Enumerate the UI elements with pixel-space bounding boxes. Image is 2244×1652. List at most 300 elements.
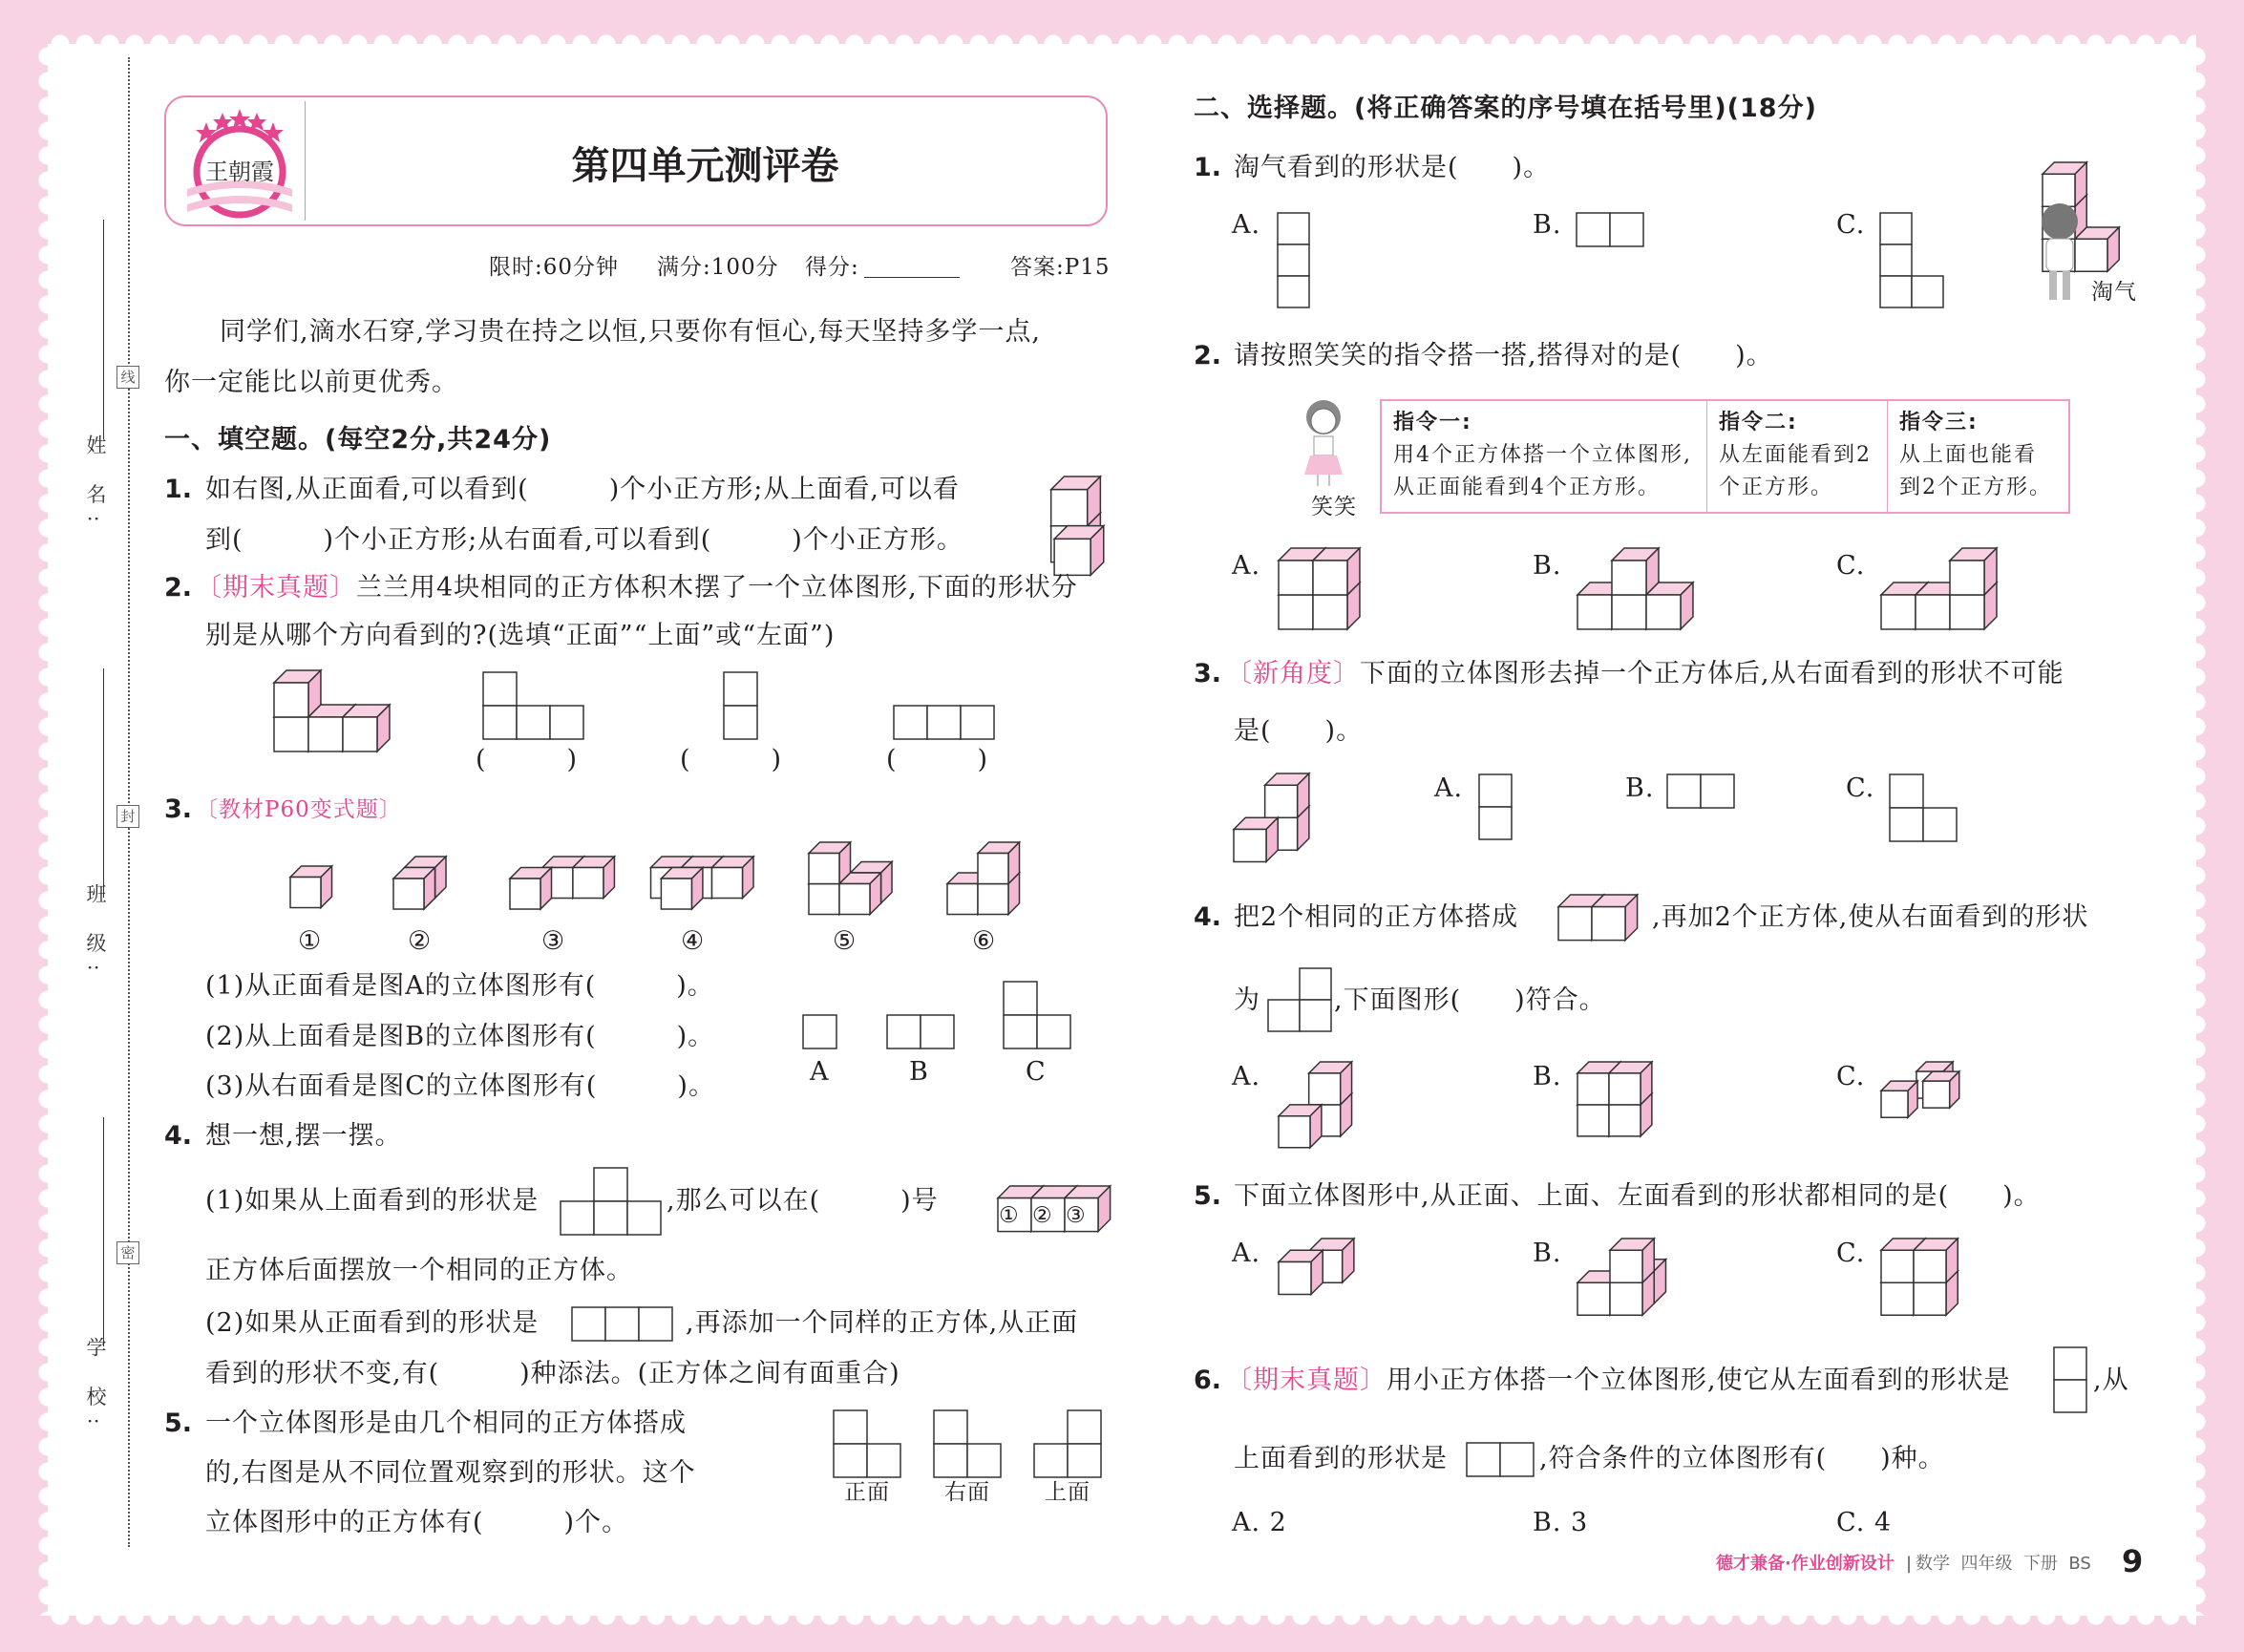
view-shape — [2053, 1346, 2088, 1414]
intro-text: 你一定能比以前更优秀。 — [164, 368, 458, 397]
cube-front-face — [1950, 595, 1984, 629]
binding-dotted-line — [128, 57, 130, 1547]
grid-square — [934, 1410, 967, 1444]
sub-question: 看到的形状不变,有( )种添法。(正方体之间有面重合) — [205, 1359, 900, 1388]
option-label[interactable]: B. — [1625, 773, 1655, 803]
scalloped-border — [48, 34, 2196, 53]
question-tag: 〔新角度〕 — [1226, 659, 1360, 688]
title-banner — [164, 95, 1108, 226]
cube — [393, 868, 435, 910]
grid-square — [961, 706, 994, 739]
cube-front-face — [809, 854, 839, 884]
instruction-text: 从上面也能看到2个正方形。 — [1899, 443, 2053, 499]
view-label: 正面 — [844, 1480, 890, 1505]
question-tag: 〔期末真题〕 — [196, 573, 356, 603]
grid-square — [1890, 808, 1923, 841]
grid-square — [1500, 1443, 1534, 1476]
question-text: 想一想,摆一摆。 — [205, 1121, 402, 1151]
character-name: 笑笑 — [1311, 495, 1357, 519]
view-label: 上面 — [1045, 1480, 1090, 1505]
cube — [1313, 548, 1360, 595]
grid-square — [1577, 213, 1610, 246]
cube-front-face — [1950, 561, 1984, 595]
section-heading: 二、选择题。(将正确答案的序号填在括号里)(18分) — [1194, 94, 1817, 123]
cube-front-face — [1881, 1250, 1914, 1282]
cube-front-face — [1279, 561, 1313, 595]
instruction-text: 从左面能看到2个正方形。 — [1719, 443, 1873, 499]
question-number: 5. — [164, 1408, 193, 1438]
cube — [712, 857, 754, 899]
question-text: 别是从哪个方向看到的?(选填“正面”“上面”或“左面”) — [205, 621, 836, 650]
shape-label: B — [909, 1057, 929, 1087]
answer-page: 答案:P15 — [1010, 255, 1111, 280]
question-tag: 〔教材P60变式题〕 — [196, 797, 402, 822]
option-shape[interactable] — [1478, 773, 1514, 841]
grid-square — [1667, 774, 1701, 808]
cube-front-face — [1234, 829, 1266, 861]
grid-square — [1278, 276, 1309, 307]
grid-square — [483, 672, 517, 706]
cube — [1612, 548, 1659, 595]
school-label: 学 校: — [84, 1337, 107, 1436]
instruction-heading: 指令二: — [1719, 411, 1798, 434]
cube-front-face — [1265, 785, 1298, 817]
question-text: ,下面图形( )符合。 — [1334, 985, 1606, 1015]
cube-front-face — [1051, 490, 1088, 526]
cut-mark: 封 — [116, 805, 139, 828]
character-name: 淘气 — [2091, 280, 2137, 305]
cube — [1592, 895, 1638, 941]
grid-square — [572, 1307, 605, 1341]
cube-front-face — [1313, 595, 1347, 629]
option-figure[interactable] — [1879, 1060, 1961, 1119]
cube-front-face — [1309, 1073, 1341, 1105]
instruction-heading: 指令三: — [1899, 411, 1979, 434]
grid-square — [934, 1444, 967, 1477]
option-label[interactable]: C. — [1836, 1239, 1866, 1268]
intro-text: 同学们,滴水石穿,学习贵在持之以恒,只要你有恒心,每天坚持多学一点, — [220, 317, 1041, 347]
cut-mark: 密 — [116, 1241, 139, 1264]
grid-square — [1880, 213, 1912, 244]
figure-label: ② — [408, 926, 433, 956]
cube — [290, 866, 332, 908]
cube — [839, 873, 881, 915]
view-shape-a — [802, 1014, 838, 1050]
cube-front-face — [1646, 595, 1681, 629]
option-label[interactable]: B. 3 — [1533, 1508, 1589, 1537]
cube — [343, 705, 390, 752]
question-number: 4. — [1194, 902, 1222, 932]
grid-square — [2054, 1380, 2086, 1412]
option-label[interactable]: B. — [1533, 551, 1562, 581]
scalloped-border — [48, 1606, 2196, 1625]
cube — [1881, 1081, 1917, 1117]
question-number: 2. — [164, 573, 193, 603]
cube — [274, 670, 321, 717]
question-number: 2. — [1194, 341, 1222, 371]
grid-square — [1300, 1000, 1331, 1031]
option-label[interactable]: C. 4 — [1836, 1508, 1893, 1537]
cube-front-face — [978, 884, 1008, 915]
option-figure[interactable] — [1576, 1237, 1667, 1317]
question-text: 为 — [1234, 985, 1260, 1015]
option-label[interactable]: A. — [1232, 210, 1261, 240]
question-text: 兰兰用4块相同的正方体积木摆了一个立体图形,下面的形状分 — [356, 573, 1078, 603]
page-number: 9 — [2122, 1543, 2144, 1579]
cut-mark: 线 — [116, 366, 139, 389]
name-label: 姓 名: — [84, 434, 107, 534]
grid-square — [1034, 1444, 1068, 1477]
view-shape — [1267, 967, 1333, 1033]
option-shape[interactable] — [1576, 212, 1645, 248]
cube-figure — [508, 855, 616, 911]
grid-square — [1880, 276, 1912, 307]
grid-square — [1037, 1015, 1070, 1048]
cube-front-face — [1577, 1282, 1610, 1315]
cube — [978, 842, 1020, 884]
option-shape[interactable] — [1889, 773, 1958, 843]
grid-square — [2054, 1347, 2086, 1380]
cube-label: ① — [999, 1203, 1020, 1228]
cube-figure — [288, 864, 334, 910]
grid-square — [921, 1015, 954, 1048]
cube-front-face — [1610, 1282, 1642, 1315]
question-text: 上面看到的形状是 — [1234, 1444, 1448, 1473]
question-line — [196, 571, 1078, 605]
option-shape[interactable] — [1879, 212, 1945, 309]
question-text: 如右图,从正面看,可以看到( )个小正方形;从上面看,可以看 — [205, 475, 960, 504]
figure-label: ⑤ — [833, 926, 857, 956]
class-field-line[interactable] — [103, 668, 104, 898]
cube-front-face — [1881, 1282, 1914, 1315]
cube-figure — [945, 840, 1022, 917]
question-text: 一个立体图形是由几个相同的正方体搭成 — [205, 1408, 687, 1438]
cube-front-face — [343, 717, 377, 752]
school-field-line[interactable] — [103, 1117, 104, 1346]
scalloped-border — [2187, 44, 2206, 1616]
option-figure[interactable] — [1879, 1237, 1959, 1317]
right-view — [933, 1409, 1003, 1479]
cube-front-face — [1612, 595, 1646, 629]
grid-square — [1268, 1000, 1300, 1031]
grid-square — [605, 1307, 639, 1341]
option-label[interactable]: A. — [1232, 1062, 1261, 1091]
question-text: 下面立体图形中,从正面、上面、左面看到的形状都相同的是( )。 — [1234, 1181, 2041, 1211]
cube-front-face — [1279, 1116, 1310, 1148]
grid-square — [967, 1444, 1001, 1477]
footer-brand: 德才兼备·作业创新设计 — [1716, 1554, 1895, 1574]
answer-blank[interactable]: ( ) — [680, 745, 783, 774]
cube-figure — [1556, 893, 1640, 942]
question-text: ,再加2个正方体,使从右面看到的形状 — [1652, 902, 2089, 932]
cube-figure — [807, 840, 894, 917]
option-shape[interactable] — [1277, 212, 1311, 309]
cube-front-face — [1577, 1105, 1609, 1136]
cube — [1279, 1250, 1323, 1294]
question-tag: 〔期末真题〕 — [1226, 1366, 1387, 1395]
cube-figure — [1036, 475, 1106, 577]
option-label[interactable]: C. — [1846, 773, 1875, 803]
option-label[interactable]: A. — [1232, 551, 1261, 581]
option-label[interactable]: A. 2 — [1232, 1508, 1287, 1537]
option-label[interactable]: C. — [1836, 210, 1866, 240]
cube-front-face — [1923, 1081, 1950, 1108]
cube-front-face — [308, 717, 343, 752]
cube-figure — [1232, 772, 1311, 863]
grid-square — [594, 1168, 627, 1201]
cube-front-face — [1610, 1250, 1642, 1282]
cube — [1923, 1071, 1959, 1108]
grid-square — [1912, 276, 1943, 307]
question-text: 请按照笑笑的指令搭一搭,搭得对的是( )。 — [1234, 341, 1773, 371]
sub-question: (2)从上面看是图B的立体图形有( )。 — [205, 1022, 715, 1051]
page-title: 第四单元测评卷 — [571, 144, 839, 188]
grid-square — [867, 1444, 900, 1477]
question-number: 1. — [164, 475, 193, 504]
view-shape — [560, 1167, 663, 1237]
sub-question: ,那么可以在( )号 — [667, 1186, 939, 1216]
cube — [1279, 1105, 1322, 1148]
grid-square — [724, 706, 757, 739]
grid-square — [1004, 1015, 1037, 1048]
svg-text:王朝霞: 王朝霞 — [205, 159, 274, 185]
option-label[interactable]: B. — [1533, 210, 1562, 240]
shape-label: C — [1026, 1057, 1047, 1087]
cube-front-face — [978, 854, 1008, 884]
score-label: 得分: — [805, 255, 859, 280]
grid-square — [1068, 1444, 1101, 1477]
grid-square — [1004, 982, 1037, 1015]
cube-front-face — [274, 683, 308, 717]
grid-square — [834, 1410, 867, 1444]
cube-front-face — [1914, 1282, 1946, 1315]
sub-question: (1)如果从上面看到的形状是 — [205, 1186, 540, 1216]
cube-front-face — [947, 884, 978, 915]
score-field[interactable] — [864, 277, 960, 278]
girl-character-icon — [1297, 396, 1354, 487]
option-label[interactable]: C. — [1836, 1062, 1866, 1091]
cube-front-face — [1558, 907, 1592, 941]
option-figure[interactable] — [1277, 546, 1362, 631]
cube-front-face — [2075, 239, 2107, 271]
question-text: 下面的立体图形去掉一个正方体后,从右面看到的形状不可能 — [1360, 659, 2064, 688]
option-label[interactable]: A. — [1434, 773, 1464, 803]
option-figure[interactable] — [1277, 1237, 1356, 1296]
grid-square — [1880, 244, 1912, 276]
question-text: 淘气看到的形状是( )。 — [1234, 153, 1551, 182]
cube-front-face — [1313, 561, 1347, 595]
instruction-heading: 指令一: — [1393, 411, 1472, 434]
question-number: 5. — [1194, 1181, 1222, 1211]
grid-square — [639, 1307, 672, 1341]
cube-front-face — [1577, 1073, 1609, 1105]
boy-character-icon — [2041, 201, 2079, 306]
cube-label: ③ — [1066, 1203, 1087, 1228]
cube — [573, 857, 615, 899]
grid-square — [561, 1201, 594, 1235]
grid-square — [1890, 774, 1923, 808]
sub-question: (2)如果从正面看到的形状是 — [205, 1308, 540, 1338]
grid-square — [724, 672, 757, 706]
cube — [1610, 1239, 1654, 1282]
instruction-1 — [1382, 401, 1707, 512]
time-limit: 限时:60分钟 — [489, 255, 620, 280]
grid-square — [1923, 808, 1957, 841]
view-shape-b — [886, 1014, 956, 1050]
full-score: 满分:100分 — [657, 255, 779, 280]
instruction-text: 用4个正方体搭一个立体图形,从正面能看到4个正方形。 — [1393, 443, 1692, 499]
cube-figure — [272, 668, 392, 753]
figure-label: ④ — [681, 926, 706, 956]
grid-square — [1701, 774, 1734, 808]
cube-front-face — [1609, 1073, 1641, 1105]
instruction-3 — [1888, 401, 2068, 512]
option-figure[interactable] — [1277, 1060, 1354, 1150]
footer-separator: | — [1906, 1554, 1913, 1574]
grid-square — [894, 706, 927, 739]
cube-front-face — [1881, 1091, 1908, 1117]
cube-front-face — [1881, 595, 1916, 629]
cube-front-face — [809, 884, 839, 915]
sub-question: ,再添加一个同样的正方体,从正面 — [686, 1308, 1079, 1338]
question-number: 1. — [1194, 153, 1222, 182]
grid-square — [1068, 1410, 1101, 1444]
grid-square — [1479, 774, 1512, 807]
sub-question: (3)从右面看是图C的立体图形有( )。 — [205, 1071, 715, 1101]
cube — [1309, 1062, 1352, 1105]
cube — [1051, 477, 1101, 526]
cube — [2075, 227, 2119, 271]
question-text: 是( )。 — [1234, 716, 1364, 746]
cube-front-face — [712, 868, 743, 899]
cube-front-face — [839, 884, 870, 915]
view-shape — [482, 671, 585, 741]
question-text: ,符合条件的立体图形有( )种。 — [1539, 1444, 1945, 1473]
grid-square — [927, 706, 961, 739]
option-label[interactable]: B. — [1533, 1062, 1562, 1091]
answer-blank[interactable]: ( ) — [476, 745, 579, 774]
option-figure[interactable] — [1879, 546, 1999, 631]
view-shape — [723, 671, 759, 741]
view-shape — [893, 705, 996, 741]
option-shape[interactable] — [1666, 773, 1736, 810]
grid-square — [517, 706, 550, 739]
cube-front-face — [1054, 539, 1090, 575]
grid-square — [550, 706, 583, 739]
cube — [1054, 526, 1104, 576]
section-heading: 一、填空题。(每空2分,共24分) — [164, 425, 552, 455]
cube-label: ② — [1032, 1203, 1053, 1228]
brand-logo — [187, 105, 292, 220]
grid-square — [1479, 807, 1512, 839]
view-shape — [571, 1306, 674, 1343]
grid-square — [1278, 244, 1309, 276]
front-view — [833, 1409, 902, 1479]
cube-front-face — [1916, 595, 1950, 629]
answer-blank[interactable]: ( ) — [886, 745, 989, 774]
grid-square — [483, 706, 517, 739]
question-text: 用小正方体搭一个立体图形,使它从左面看到的形状是 — [1387, 1366, 2011, 1395]
question-line — [1226, 657, 2064, 691]
grid-square — [594, 1201, 627, 1235]
grid-square — [834, 1444, 867, 1477]
instruction-table — [1380, 399, 2070, 514]
question-number: 3. — [1194, 659, 1222, 688]
cube-front-face — [1609, 1105, 1641, 1136]
sub-question: (1)从正面看是图A的立体图形有( )。 — [205, 971, 714, 1001]
option-label[interactable]: C. — [1836, 551, 1866, 581]
cube-front-face — [1592, 907, 1625, 941]
cube — [1914, 1239, 1958, 1282]
cube-figure — [392, 855, 448, 911]
class-label: 班 级: — [84, 883, 107, 983]
cube-front-face — [274, 717, 308, 752]
question-number: 3. — [164, 794, 193, 824]
cube — [510, 868, 552, 910]
cube-front-face — [661, 879, 691, 909]
cube-front-face — [1279, 1261, 1311, 1294]
grid-square — [803, 1015, 836, 1048]
option-figure[interactable] — [1576, 1060, 1654, 1138]
figure-label: ⑥ — [972, 926, 997, 956]
cube-front-face — [573, 868, 603, 899]
instruction-2 — [1707, 401, 1888, 512]
shape-label: A — [810, 1057, 830, 1087]
sub-question: 正方体后面摆放一个相同的正方体。 — [205, 1256, 633, 1285]
grid-square — [1610, 213, 1643, 246]
question-text: ,从 — [2093, 1366, 2129, 1395]
figure-label: ③ — [541, 926, 566, 956]
grid-square — [1278, 213, 1309, 244]
question-number: 4. — [164, 1121, 193, 1151]
scalloped-border — [38, 44, 57, 1616]
name-field-line[interactable] — [103, 220, 104, 439]
cube — [1265, 773, 1309, 817]
question-number: 6. — [1194, 1366, 1222, 1395]
cube-figure — [638, 855, 755, 911]
question-text: 立体图形中的正方体有( )个。 — [205, 1508, 629, 1537]
view-shape — [1466, 1442, 1535, 1478]
cube-front-face — [1279, 595, 1313, 629]
cube — [1609, 1062, 1652, 1105]
view-shape-c — [1003, 981, 1072, 1050]
grid-square — [1300, 968, 1331, 1000]
cube — [1950, 548, 1997, 595]
option-label[interactable]: A. — [1232, 1239, 1261, 1268]
cube-front-face — [393, 879, 424, 909]
footer-info: 数学 四年级 下册 BS — [1916, 1554, 2091, 1574]
cube — [661, 868, 703, 910]
option-figure[interactable] — [1576, 546, 1695, 631]
grid-square — [627, 1201, 661, 1235]
question-text: 到( )个小正方形;从右面看,可以看到( )个小正方形。 — [205, 525, 963, 555]
cube — [1646, 582, 1693, 629]
cube-front-face — [1612, 561, 1646, 595]
cube-front-face — [1914, 1250, 1946, 1282]
cube — [809, 842, 851, 884]
cube — [1234, 817, 1278, 861]
top-view — [1033, 1409, 1103, 1479]
option-label[interactable]: B. — [1533, 1239, 1562, 1268]
grid-square — [1467, 1443, 1500, 1476]
cube-front-face — [510, 879, 540, 909]
cube-front-face — [1577, 595, 1612, 629]
grid-square — [887, 1015, 921, 1048]
question-text: 的,右图是从不同位置观察到的形状。这个 — [205, 1458, 696, 1488]
view-label: 右面 — [944, 1480, 990, 1505]
question-text: 把2个相同的正方体搭成 — [1234, 902, 1519, 932]
question-line — [1226, 1364, 2011, 1398]
